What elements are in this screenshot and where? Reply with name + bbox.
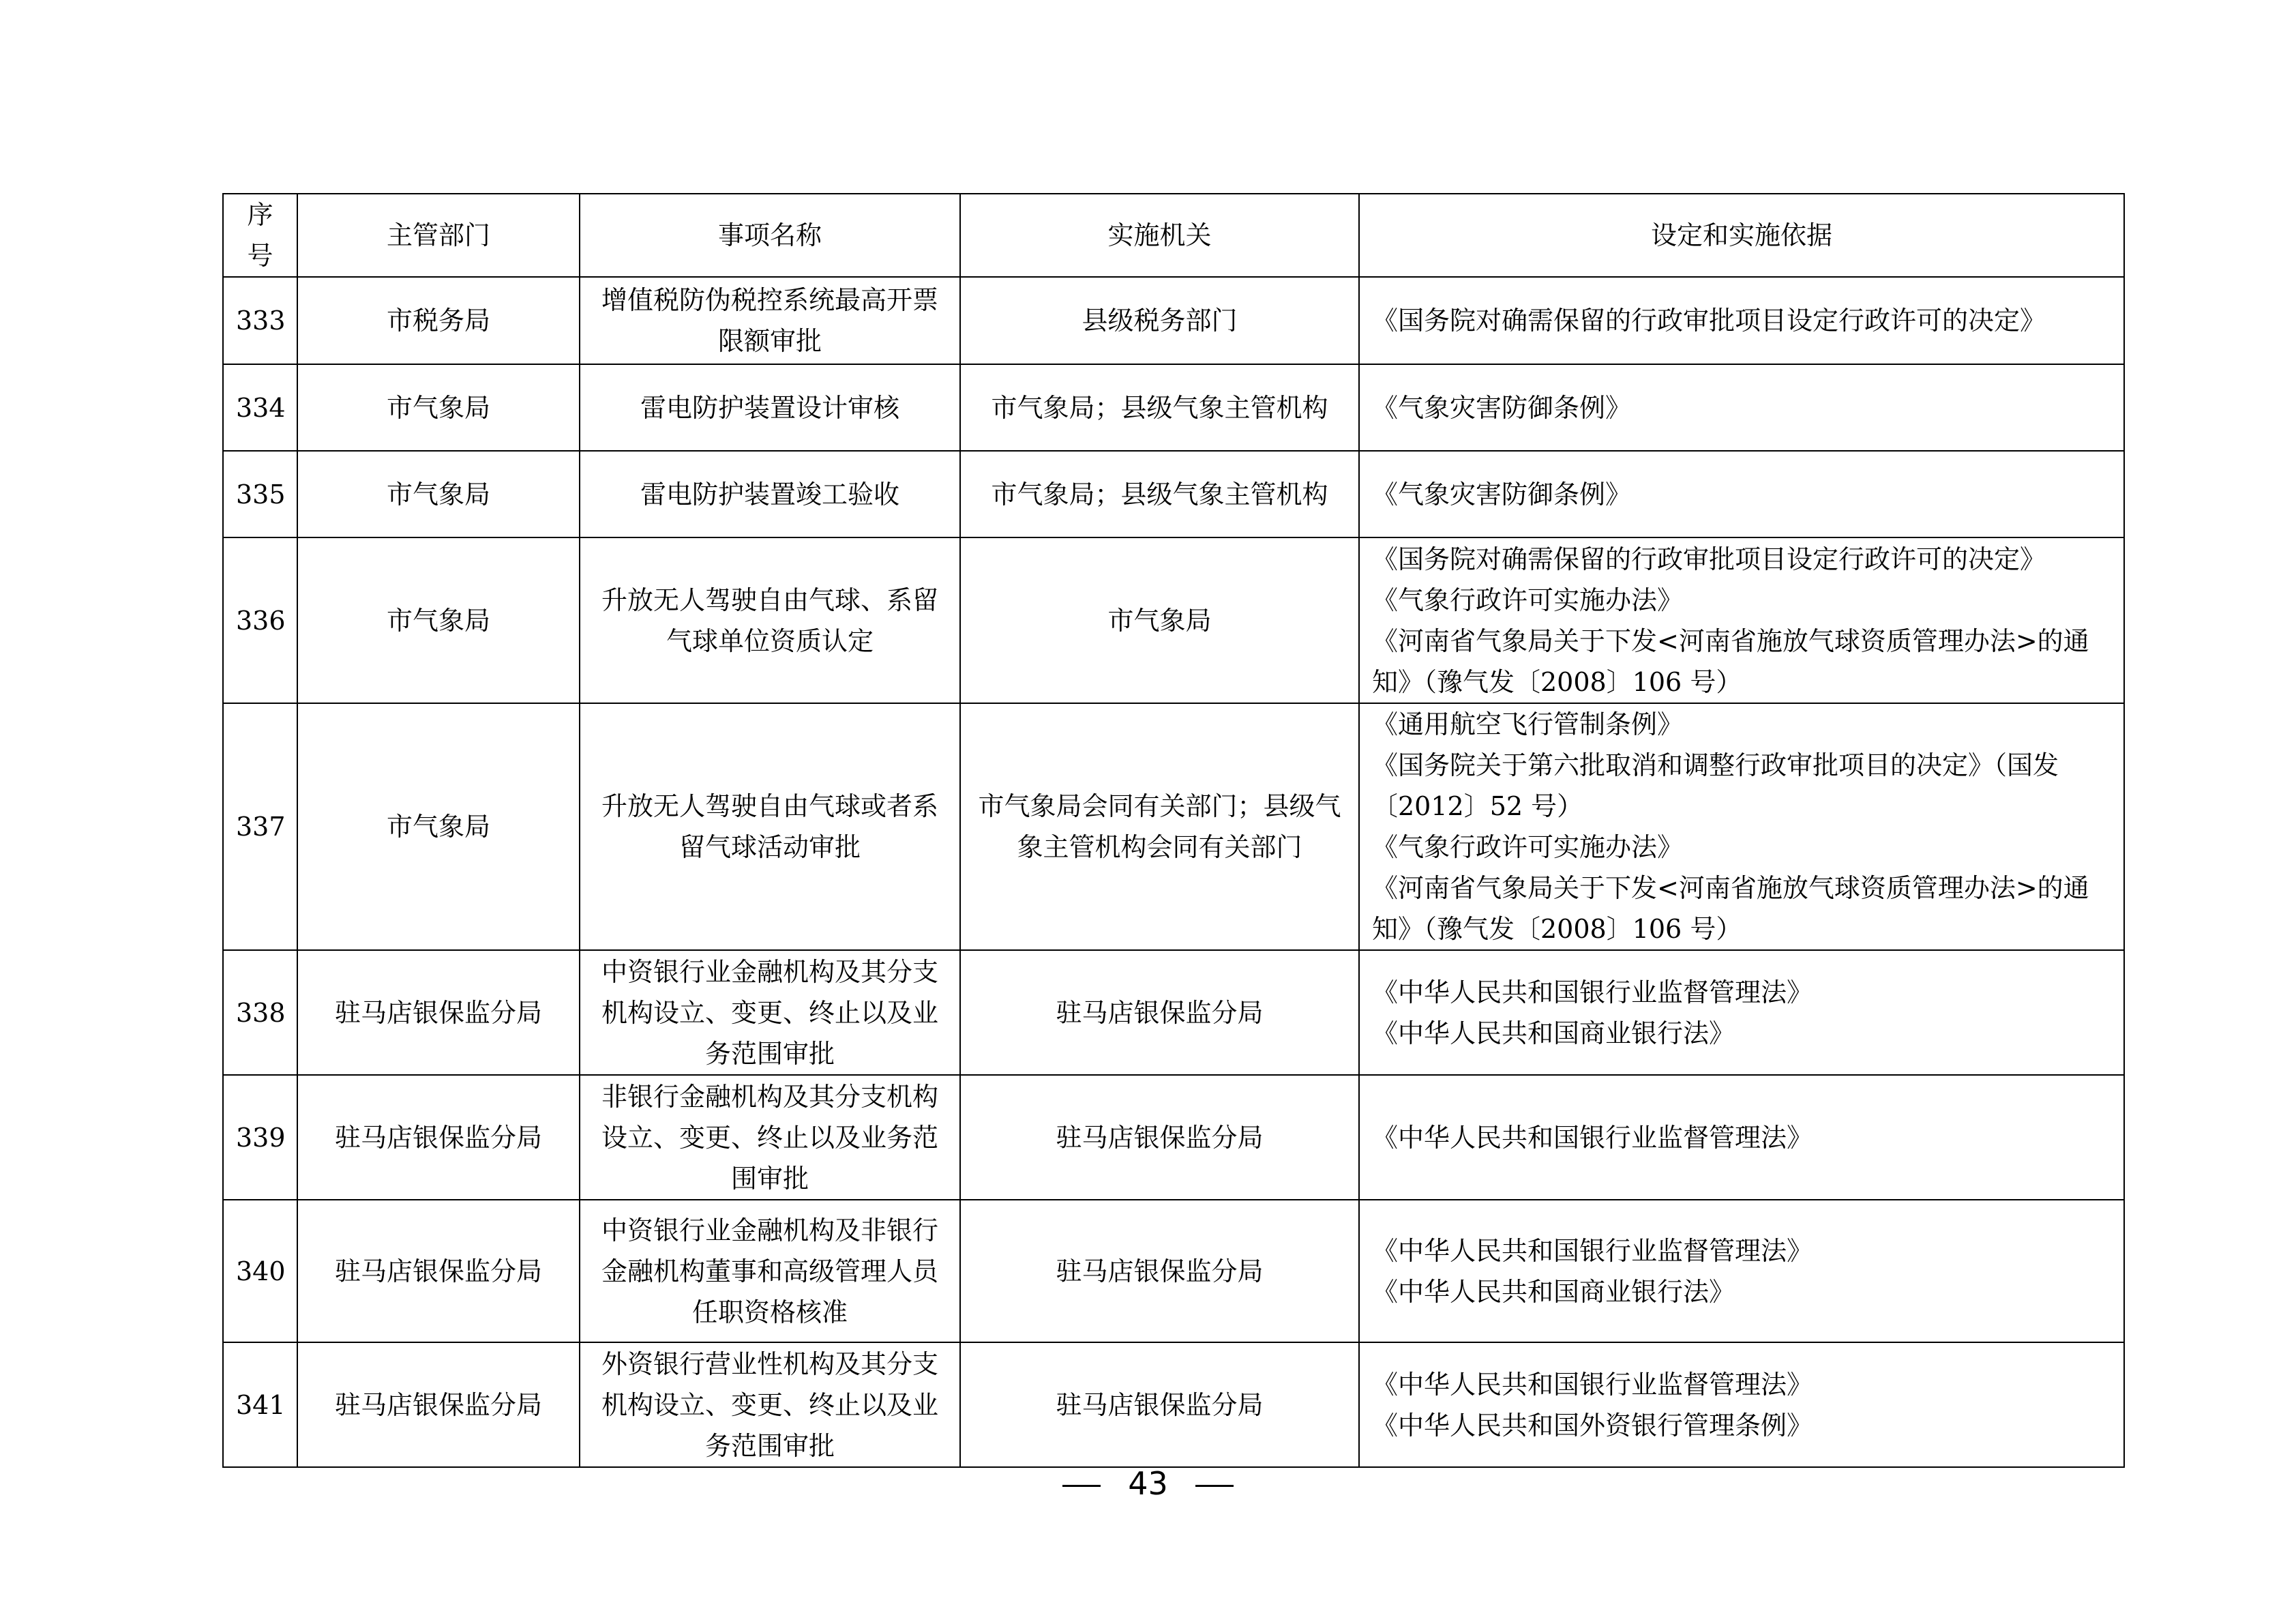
cell-legal-basis-line: 《中华人民共和国银行业监督管理法》 (1372, 1369, 1813, 1400)
cell-department: 驻马店银保监分局 (297, 1200, 580, 1342)
left-dash (1062, 1485, 1101, 1487)
header-implementing-agency: 实施机关 (960, 194, 1359, 277)
cell-legal-basis-line: 《通用航空飞行管制条例》 (1372, 709, 1684, 739)
table-row (223, 277, 2124, 364)
cell-item-name-line: 金融机构董事和高级管理人员 (601, 1256, 938, 1286)
cell-implementing-agency (960, 950, 1359, 1075)
right-dash (1195, 1485, 1234, 1487)
header-serial-number: 序号 (223, 194, 297, 277)
cell-item-name-line: 务范围审批 (704, 1430, 835, 1461)
cell-implementing-agency (960, 1075, 1359, 1200)
cell-implementing-agency (960, 703, 1359, 950)
cell-legal-basis-line: 《中华人民共和国银行业监督管理法》 (1372, 1235, 1813, 1266)
cell-serial-number: 338 (223, 950, 297, 1075)
cell-legal-basis (1359, 364, 2124, 451)
cell-implementing-agency (960, 277, 1359, 364)
table-row (223, 703, 2124, 950)
cell-legal-basis (1359, 1200, 2124, 1342)
cell-department: 驻马店银保监分局 (297, 950, 580, 1075)
cell-item-name (580, 1075, 960, 1200)
table-row (223, 1342, 2124, 1467)
cell-item-name-line: 非银行金融机构及其分支机构 (601, 1081, 938, 1112)
table-header-row (223, 194, 2124, 277)
cell-item-name (580, 537, 960, 703)
cell-department: 驻马店银保监分局 (297, 1342, 580, 1467)
cell-legal-basis-line: 《河南省气象局关于下发<河南省施放气球资质管理办法>的通 (1372, 625, 2089, 656)
cell-item-name-line: 限额审批 (717, 326, 822, 356)
cell-legal-basis (1359, 703, 2124, 950)
cell-legal-basis-line: 《国务院对确需保留的行政审批项目设定行政许可的决定》 (1372, 544, 2046, 574)
cell-item-name-line: 围审批 (730, 1163, 809, 1194)
cell-legal-basis (1359, 451, 2124, 537)
header-department: 主管部门 (297, 194, 580, 277)
cell-legal-basis-line: 《中华人民共和国外资银行管理条例》 (1372, 1410, 1813, 1441)
cell-legal-basis-line: 《国务院关于第六批取消和调整行政审批项目的决定》（国发 (1372, 750, 2059, 780)
cell-implementing-agency-line: 市气象局 (1107, 605, 1212, 636)
table-row (223, 537, 2124, 703)
cell-legal-basis-line: 《中华人民共和国商业银行法》 (1372, 1018, 1735, 1048)
cell-serial-number: 333 (223, 277, 297, 364)
table-body (223, 277, 2124, 1467)
cell-item-name-line: 雷电防护装置竣工验收 (640, 479, 899, 510)
cell-item-name (580, 950, 960, 1075)
cell-item-name-line: 中资银行业金融机构及非银行 (601, 1215, 938, 1245)
cell-legal-basis-line: 《中华人民共和国商业银行法》 (1372, 1276, 1735, 1307)
cell-item-name-line: 外资银行营业性机构及其分支 (601, 1348, 938, 1379)
cell-implementing-agency-line: 市气象局；县级气象主管机构 (991, 392, 1328, 423)
cell-serial-number: 334 (223, 364, 297, 451)
table-row (223, 1200, 2124, 1342)
table-row (223, 451, 2124, 537)
cell-legal-basis-line: 《国务院对确需保留的行政审批项目设定行政许可的决定》 (1372, 306, 2046, 336)
cell-implementing-agency-line: 市气象局；县级气象主管机构 (991, 479, 1328, 510)
cell-legal-basis-line: 〔2012〕52 号） (1372, 791, 1583, 821)
cell-item-name-line: 中资银行业金融机构及其分支 (601, 956, 938, 987)
table-row (223, 364, 2124, 451)
cell-legal-basis (1359, 1075, 2124, 1200)
cell-implementing-agency (960, 451, 1359, 537)
cell-implementing-agency-line: 县级税务部门 (1082, 306, 1238, 336)
cell-legal-basis-line: 知》（豫气发〔2008〕106 号） (1372, 666, 1742, 697)
cell-item-name-line: 雷电防护装置设计审核 (640, 392, 899, 423)
cell-item-name-line: 升放无人驾驶自由气球、系留 (601, 585, 938, 615)
cell-legal-basis (1359, 1342, 2124, 1467)
cell-implementing-agency-line: 驻马店银保监分局 (1056, 1122, 1264, 1153)
cell-legal-basis-line: 知》（豫气发〔2008〕106 号） (1372, 914, 1742, 944)
cell-serial-number: 341 (223, 1342, 297, 1467)
cell-legal-basis-line: 《气象灾害防御条例》 (1372, 479, 1632, 510)
cell-item-name (580, 277, 960, 364)
table-row (223, 950, 2124, 1075)
cell-implementing-agency (960, 537, 1359, 703)
cell-department: 市税务局 (297, 277, 580, 364)
cell-legal-basis (1359, 950, 2124, 1075)
cell-implementing-agency-line: 象主管机构会同有关部门 (1017, 832, 1302, 862)
cell-item-name-line: 升放无人驾驶自由气球或者系 (601, 791, 938, 821)
cell-implementing-agency-line: 驻马店银保监分局 (1056, 1389, 1264, 1420)
cell-implementing-agency-line: 驻马店银保监分局 (1056, 997, 1264, 1028)
cell-item-name-line: 留气球活动审批 (679, 832, 861, 862)
cell-department: 市气象局 (297, 537, 580, 703)
cell-serial-number: 337 (223, 703, 297, 950)
page-footer (0, 1465, 2296, 1502)
header-item-name: 事项名称 (580, 194, 960, 277)
cell-legal-basis (1359, 537, 2124, 703)
cell-item-name-line: 设立、变更、终止以及业务范 (601, 1122, 938, 1153)
cell-implementing-agency (960, 1200, 1359, 1342)
cell-legal-basis (1359, 277, 2124, 364)
cell-item-name (580, 1342, 960, 1467)
cell-item-name (580, 1200, 960, 1342)
cell-legal-basis-line: 《中华人民共和国银行业监督管理法》 (1372, 977, 1813, 1007)
cell-legal-basis-line: 《气象行政许可实施办法》 (1372, 585, 1684, 615)
cell-item-name-line: 气球单位资质认定 (666, 625, 874, 656)
cell-implementing-agency (960, 364, 1359, 451)
cell-implementing-agency-line: 市气象局会同有关部门；县级气 (978, 791, 1341, 821)
cell-legal-basis-line: 《河南省气象局关于下发<河南省施放气球资质管理办法>的通 (1372, 873, 2089, 903)
cell-item-name-line: 务范围审批 (704, 1038, 835, 1069)
cell-implementing-agency (960, 1342, 1359, 1467)
cell-department: 市气象局 (297, 703, 580, 950)
cell-item-name-line: 机构设立、变更、终止以及业 (601, 1389, 938, 1420)
cell-item-name-line: 机构设立、变更、终止以及业 (601, 997, 938, 1028)
cell-serial-number: 335 (223, 451, 297, 537)
cell-serial-number: 339 (223, 1075, 297, 1200)
cell-legal-basis-line: 《气象灾害防御条例》 (1372, 392, 1632, 423)
cell-item-name (580, 364, 960, 451)
cell-serial-number: 336 (223, 537, 297, 703)
cell-legal-basis-line: 《中华人民共和国银行业监督管理法》 (1372, 1122, 1813, 1153)
cell-item-name (580, 451, 960, 537)
header-legal-basis: 设定和实施依据 (1359, 194, 2124, 277)
cell-department: 市气象局 (297, 451, 580, 537)
cell-legal-basis-line: 《气象行政许可实施办法》 (1372, 832, 1684, 862)
cell-item-name (580, 703, 960, 950)
table-row (223, 1075, 2124, 1200)
cell-implementing-agency-line: 驻马店银保监分局 (1056, 1256, 1264, 1286)
cell-item-name-line: 增值税防伪税控系统最高开票 (601, 285, 938, 315)
cell-department: 市气象局 (297, 364, 580, 451)
page-number: 43 (1128, 1465, 1168, 1502)
cell-serial-number: 340 (223, 1200, 297, 1342)
cell-department: 驻马店银保监分局 (297, 1075, 580, 1200)
cell-item-name-line: 任职资格核准 (691, 1297, 848, 1327)
approval-items-table (222, 193, 2125, 1468)
